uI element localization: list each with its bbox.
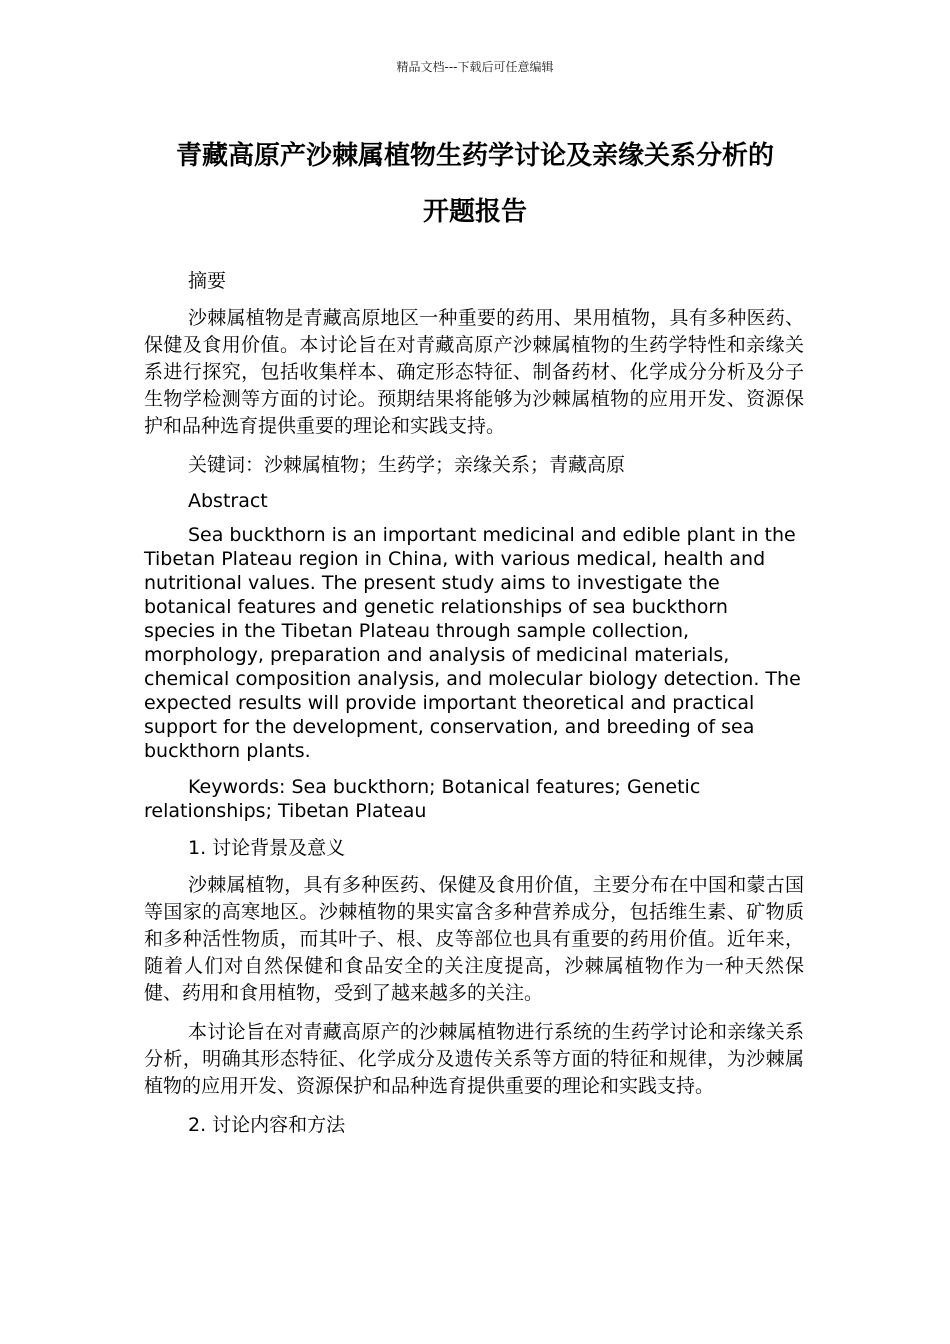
section-1-paragraph-1: 沙棘属植物，具有多种医药、保健及食用价值，主要分布在中国和蒙古国等国家的高寒地区。沙棘植物的果实富含多种营养成分，包括维生素、矿物质和多种活性物质，而其叶子、根、皮等部位也具有重要的药用价值。近年来，随着人们对自然保健和食品安全的关注度提高，沙棘属植物作为一种天然保健、药用和食用植物，受到了越来越多的关注。 — [144, 874, 804, 1004]
keywords-cn: 关键词：沙棘属植物；生药学；亲缘关系；青藏高原 — [188, 454, 626, 476]
abstract-en-heading: Abstract — [188, 490, 268, 512]
section-2-heading: 2. 讨论内容和方法 — [188, 1114, 346, 1136]
header-note: 精品文档---下载后可任意编辑 — [396, 60, 554, 74]
section-1-paragraph-2: 本讨论旨在对青藏高原产的沙棘属植物进行系统的生药学讨论和亲缘关系分析，明确其形态特征、化学成分及遗传关系等方面的特征和规律，为沙棘属植物的应用开发、资源保护和品种选育提供重要的理论和实践支持。 — [144, 1021, 804, 1097]
title-line-2: 开题报告 — [422, 197, 527, 227]
abstract-en-paragraph: Sea buckthorn is an important medicinal and edible plant in the Tibetan Plateau region in China, with various medical, health and nutritional values. The present study aims to investigate the botanical features and genetic relationships of sea buckthorn species in the Tibetan Plateau through sample collection, morphology, preparation and analysis of medicinal materials, chemical composition analysis, and molecular biology detection. The expected results will provide important theoretical and practical support for the development, conservation, and breeding of sea buckthorn plants. — [144, 524, 801, 762]
section-1-heading: 1. 讨论背景及意义 — [188, 837, 346, 859]
keywords-en: Keywords: Sea buckthorn; Botanical features; Genetic relationships; Tibetan Plateau — [144, 776, 701, 822]
title-line-1: 青藏高原产沙棘属植物生药学讨论及亲缘关系分析的 — [175, 141, 774, 171]
abstract-cn-paragraph: 沙棘属植物是青藏高原地区一种重要的药用、果用植物，具有多种医药、保健及食用价值。本讨论旨在对青藏高原产沙棘属植物的生药学特性和亲缘关系进行探究，包括收集样本、确定形态特征、制备药材、化学成分分析及分子生物学检测等方面的讨论。预期结果将能够为沙棘属植物的应用开发、资源保护和品种选育提供重要的理论和实践支持。 — [144, 307, 804, 437]
document-body — [144, 268, 804, 1149]
document-title — [130, 128, 820, 240]
abstract-cn-heading: 摘要 — [188, 270, 227, 292]
